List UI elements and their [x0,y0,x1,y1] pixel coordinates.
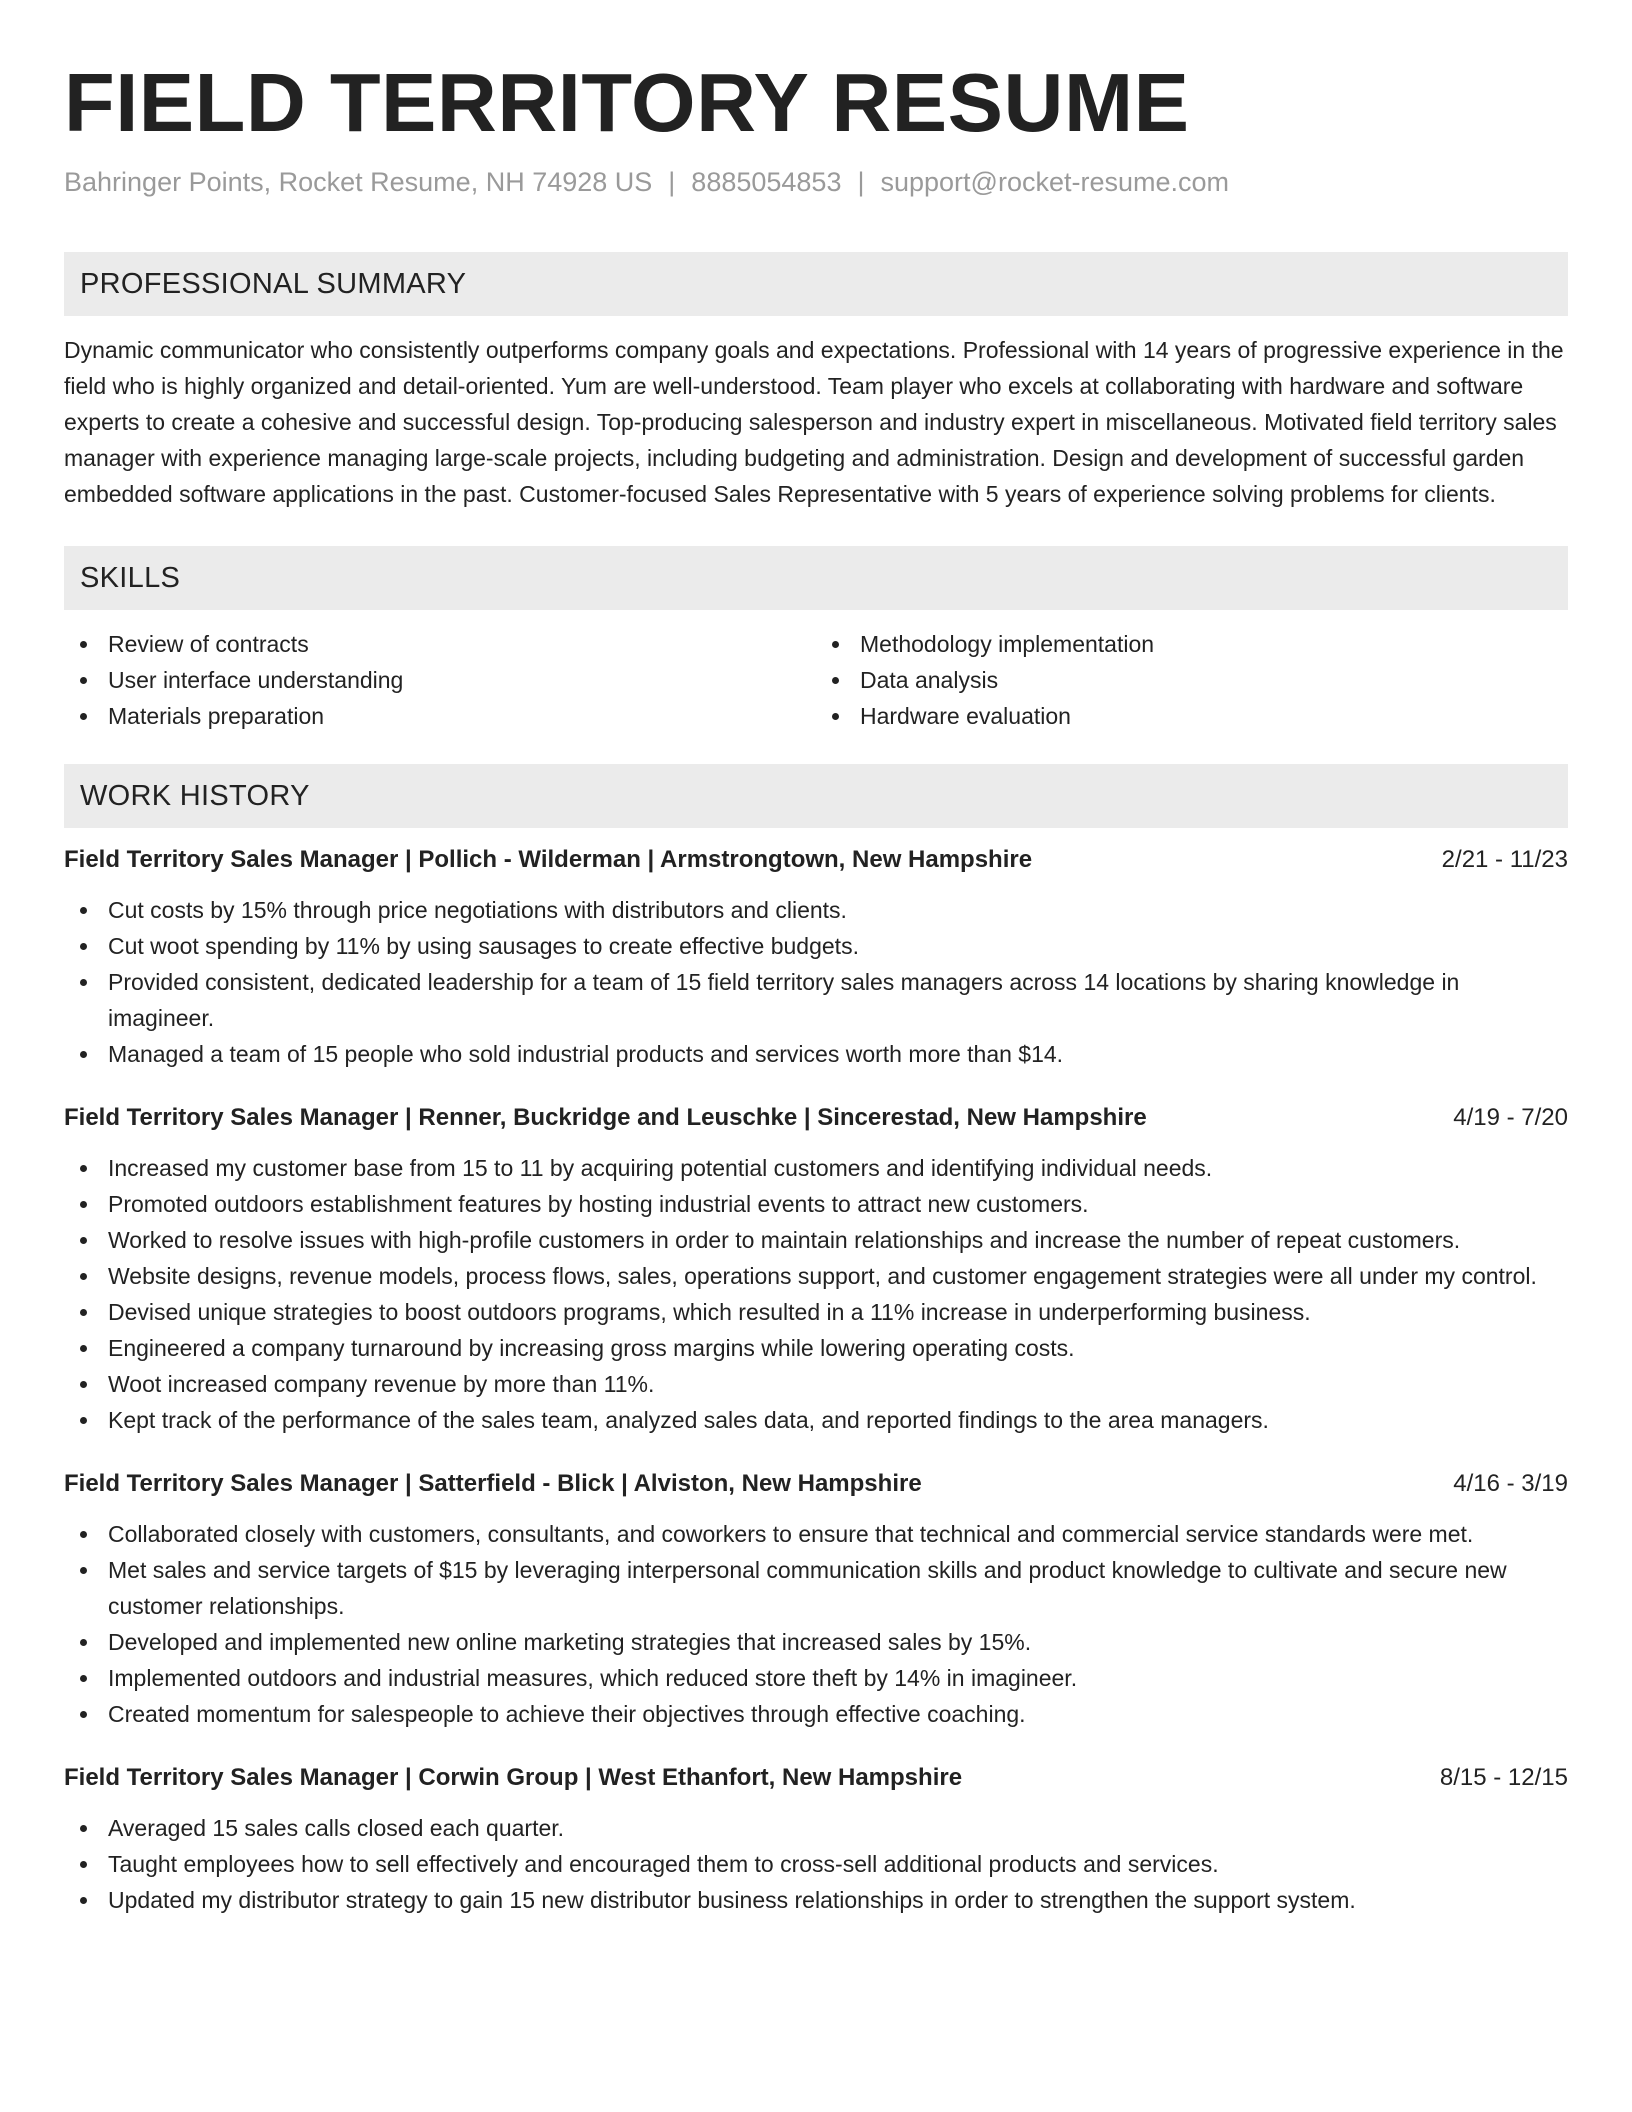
section-title: SKILLS [80,561,181,594]
job-bullet: Taught employees how to sell effectively and encouraged them to cross-sell additional products and services. [64,1846,1568,1882]
job-bullet: Worked to resolve issues with high-profile customers in order to maintain relationships and increase the number of repeat customers. [64,1222,1568,1258]
contact-separator: | [857,167,865,197]
section-title: PROFESSIONAL SUMMARY [80,267,467,300]
job-dates: 2/21 - 11/23 [1441,846,1568,873]
job-bullet: Engineered a company turnaround by increasing gross margins while lowering operating costs. [64,1330,1568,1366]
job-dates: 4/16 - 3/19 [1453,1470,1568,1497]
job-bullets [64,1810,1568,1918]
job-entry [64,1760,1568,1918]
skills-column-left [64,626,816,734]
job-bullets [64,1516,1568,1732]
job-heading-row [64,1100,1568,1136]
job-bullet: Cut woot spending by 11% by using sausages to create effective budgets. [64,928,1568,964]
job-entry [64,1466,1568,1732]
skill-item: User interface understanding [64,662,816,698]
job-dates: 8/15 - 12/15 [1439,1764,1568,1791]
job-heading-row [64,842,1568,878]
job-heading-row [64,1466,1568,1502]
contact-separator: | [668,167,676,197]
job-bullet: Woot increased company revenue by more than 11%. [64,1366,1568,1402]
job-bullet: Met sales and service targets of $15 by leveraging interpersonal communication skills and product knowledge to cultivate and secure new customer relationships. [64,1552,1568,1624]
section-header-work-history [64,764,1568,828]
skills-column-right [816,626,1568,734]
job-heading: Field Territory Sales Manager | Satterfield - Blick | Alviston, New Hampshire [64,1470,922,1497]
skill-item: Methodology implementation [816,626,1568,662]
job-entry [64,842,1568,1072]
job-heading-row [64,1760,1568,1796]
job-bullet: Devised unique strategies to boost outdoors programs, which resulted in a 11% increase in underperforming business. [64,1294,1568,1330]
job-heading: Field Territory Sales Manager | Pollich - Wilderman | Armstrongtown, New Hampshire [64,846,1033,873]
skill-item: Review of contracts [64,626,816,662]
job-bullet: Updated my distributor strategy to gain 15 new distributor business relationships in order to strengthen the support system. [64,1882,1568,1918]
job-bullet: Provided consistent, dedicated leadership for a team of 15 field territory sales managers across 14 locations by sharing knowledge in imagineer. [64,964,1568,1036]
job-bullet: Website designs, revenue models, process flows, sales, operations support, and customer engagement strategies were all under my control. [64,1258,1568,1294]
job-bullet: Kept track of the performance of the sales team, analyzed sales data, and reported findings to the area managers. [64,1402,1568,1438]
job-dates: 4/19 - 7/20 [1453,1104,1568,1131]
section-title: WORK HISTORY [80,779,310,812]
resume-title: FIELD TERRITORY RESUME [64,56,1190,149]
job-heading: Field Territory Sales Manager | Renner, Buckridge and Leuschke | Sincerestad, New Hampshire [64,1104,1147,1131]
summary-text: Dynamic communicator who consistently outperforms company goals and expectations. Professional with 14 years of progressive experience in the field who is highly organized and detail-oriented. Yum are well-understood. Team player who excels at collaborating with hardware and software experts to create a cohesive and successful design. Top-producing salesperson and industry expert in miscellaneous. Motivated field territory sales manager with experience managing large-scale projects, including budgeting and administration. Design and development of successful garden embedded software applications in the past. Customer-focused Sales Representative with 5 years of experience solving problems for clients. [64,337,1564,507]
job-bullet: Collaborated closely with customers, consultants, and coworkers to ensure that technical and commercial service standards were met. [64,1516,1568,1552]
skill-item: Hardware evaluation [816,698,1568,734]
job-bullet: Created momentum for salespeople to achieve their objectives through effective coaching. [64,1696,1568,1732]
phone: 8885054853 [691,167,842,197]
job-bullet: Managed a team of 15 people who sold industrial products and services worth more than $14. [64,1036,1568,1072]
job-bullet: Averaged 15 sales calls closed each quarter. [64,1810,1568,1846]
email-link[interactable]: support@rocket-resume.com [880,167,1230,197]
job-entry [64,1100,1568,1438]
skill-item: Materials preparation [64,698,816,734]
job-bullet: Promoted outdoors establishment features by hosting industrial events to attract new customers. [64,1186,1568,1222]
job-bullets [64,1150,1568,1438]
job-bullets [64,892,1568,1072]
section-header-summary [64,252,1568,316]
job-bullet: Developed and implemented new online marketing strategies that increased sales by 15%. [64,1624,1568,1660]
skill-item: Data analysis [816,662,1568,698]
job-heading: Field Territory Sales Manager | Corwin Group | West Ethanfort, New Hampshire [64,1764,963,1791]
address: Bahringer Points, Rocket Resume, NH 74928 US [64,167,653,197]
job-bullet: Implemented outdoors and industrial measures, which reduced store theft by 14% in imagineer. [64,1660,1568,1696]
contact-line [64,164,1568,200]
job-bullet: Cut costs by 15% through price negotiations with distributors and clients. [64,892,1568,928]
job-bullet: Increased my customer base from 15 to 11 by acquiring potential customers and identifying individual needs. [64,1150,1568,1186]
section-header-skills [64,546,1568,610]
skills-grid [64,626,1568,734]
